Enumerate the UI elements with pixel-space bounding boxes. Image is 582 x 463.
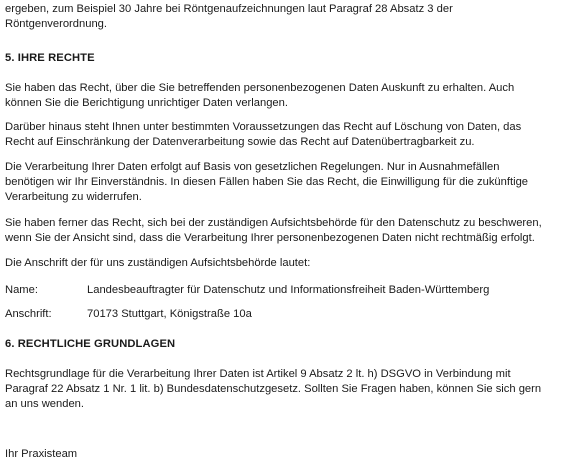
authority-name-value: Landesbeauftragter für Datenschutz und Informationsfreiheit Baden-Württemberg — [87, 284, 490, 296]
paragraph-line: Rechtsgrundlage für die Verarbeitung Ihrer Daten ist Artikel 9 Absatz 2 lt. h) DSGVO in Verbindung mit — [5, 368, 511, 380]
authority-address-label: Anschrift: — [5, 308, 52, 320]
authority-intro: Die Anschrift der für uns zuständigen Aufsichtsbehörde lautet: — [5, 257, 311, 269]
rights-paragraph-2 — [5, 120, 579, 150]
paragraph-line: wenn Sie der Ansicht sind, dass die Verarbeitung Ihrer personenbezogenen Daten nicht rechtmäßig erfolgt. — [5, 232, 535, 244]
rights-paragraph-1 — [5, 81, 579, 111]
legal-basis-paragraph — [5, 367, 579, 412]
paragraph-line: können Sie die Berichtigung unrichtiger Daten verlangen. — [5, 97, 288, 109]
section-5-heading: 5. IHRE RECHTE — [5, 52, 95, 64]
section-6-heading: 6. RECHTLICHE GRUNDLAGEN — [5, 338, 176, 350]
paragraph-line: Darüber hinaus steht Ihnen unter bestimmten Voraussetzungen das Recht auf Löschung von Daten, das — [5, 121, 522, 133]
authority-address-value: 70173 Stuttgart, Königstraße 10a — [87, 308, 252, 320]
paragraph-line: Recht auf Einschränkung der Datenverarbeitung sowie das Recht auf Datenübertragbarkeit zu. — [5, 136, 475, 148]
paragraph-line: Sie haben das Recht, über die Sie betreffenden personenbezogenen Daten Auskunft zu erhalten. Auch — [5, 82, 515, 94]
paragraph-line: Verarbeitung zu widerrufen. — [5, 191, 142, 203]
paragraph-line: an uns wenden. — [5, 398, 84, 410]
intro-paragraph — [5, 2, 579, 32]
paragraph-line: benötigen wir Ihr Einverständnis. In diesen Fällen haben Sie das Recht, die Einwilligung für die zukünftige — [5, 176, 529, 188]
closing-signature: Ihr Praxisteam — [5, 448, 78, 460]
rights-paragraph-3 — [5, 160, 579, 205]
rights-paragraph-4 — [5, 216, 579, 246]
paragraph-line: Sie haben ferner das Recht, sich bei der zuständigen Aufsichtsbehörde für den Datenschutz zu beschweren, — [5, 217, 542, 229]
intro-line: Röntgenverordnung. — [5, 18, 108, 30]
intro-line: ergeben, zum Beispiel 30 Jahre bei Röntgenaufzeichnungen laut Paragraf 28 Absatz 3 der — [5, 3, 453, 15]
paragraph-line: Paragraf 22 Absatz 1 Nr. 1 lit. b) Bundesdatenschutzgesetz. Sollten Sie Fragen haben, können Sie sich gern — [5, 383, 542, 395]
authority-name-label: Name: — [5, 284, 38, 296]
paragraph-line: Die Verarbeitung Ihrer Daten erfolgt auf Basis von gesetzlichen Regelungen. Nur in Ausnahmefällen — [5, 161, 500, 173]
